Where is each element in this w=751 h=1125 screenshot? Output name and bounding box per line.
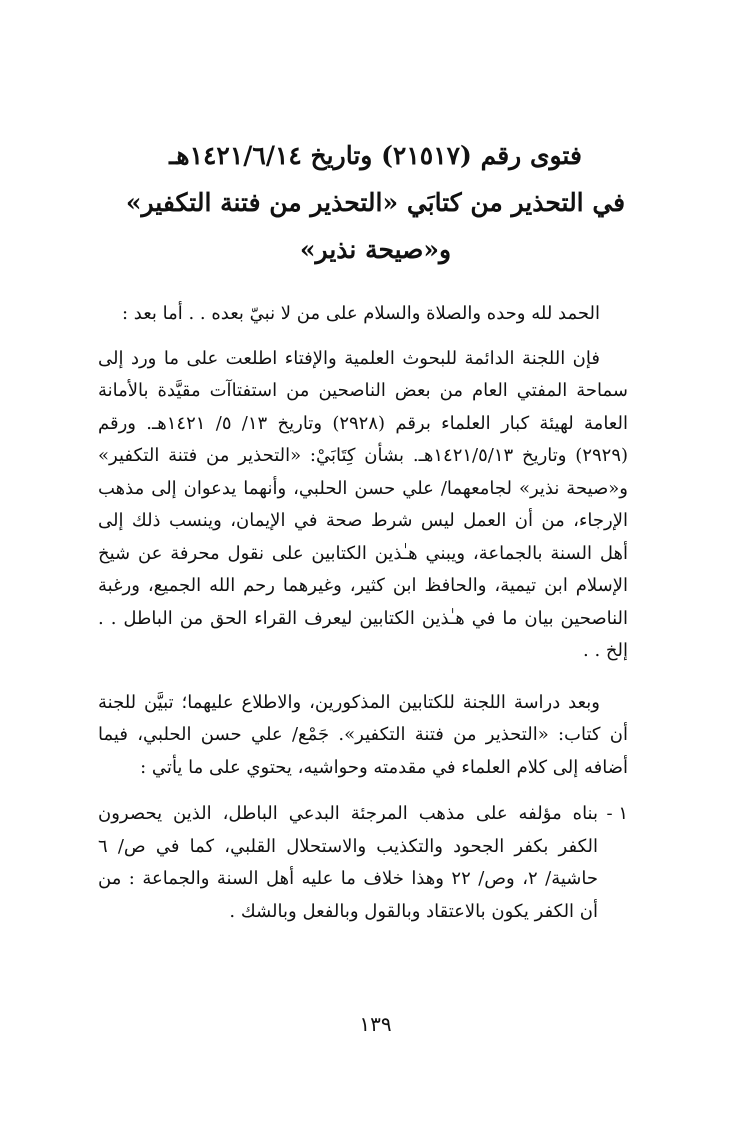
list-item-text: بناه مؤلفه على مذهب المرجئة البدعي الباطل، الذين يحصرون الكفر بكفر الجحود والتكذيب والاستحلال القلبي، كما في ص/ ٦ حاشية/ ٢، وص/ ٢٢ وهذا خلاف ما عليه أهل السنة والجماعة : من أن الكفر يكون بالاعتقاد وبالقول وبالفعل وبالشك .: [98, 803, 598, 922]
intro-paragraph: الحمد لله وحده والصلاة والسلام على من لا نبيّ بعده . . أما بعد :: [121, 303, 600, 324]
fatwa-title: [80, 132, 671, 273]
title-line-3: و«صيحة نذير»: [299, 235, 452, 264]
body-paragraph-2: وبعد دراسة اللجنة للكتابين المذكورين، والاطلاع عليهما؛ تبيَّن للجنة أن كتاب: «التحذير من فتنة التكفير». جَمْع/ علي حسن الحلبي، فيما أضافه إلى كلام العلماء في مقدمته وحواشيه، يحتوي على ما يأتي :: [98, 691, 628, 778]
list-item: [98, 798, 628, 928]
page-number: ١٣٩: [359, 1012, 392, 1036]
title-line-1: فتوى رقم (٢١٥١٧) وتاريخ ١٤٢١/٦/١٤هـ: [169, 141, 582, 170]
list-item-number: ١ -: [606, 803, 628, 824]
document-body: [98, 298, 628, 928]
body-paragraph-1: فإن اللجنة الدائمة للبحوث العلمية والإفتاء اطلعت على ما ورد إلى سماحة المفتي العام من بعض الناصحين من استفتاآت مقيَّدة بالأمانة العامة لهيئة كبار العلماء برقم (٢٩٢٨) وتاريخ ١٣/ ٥/ ١٤٢١هـ. ورقم (٢٩٢٩) وتاريخ ١٤٢١/٥/١٣هـ. بشأن كِتَابَيْ: «التحذير من فتنة التكفير» و«صيحة نذير» لجامعهما/ علي حسن الحلبي، وأنهما يدعوان إلى مذهب الإرجاء، من أن العمل ليس شرط صحة في الإيمان، وينسب ذلك إلى أهل السنة بالجماعة، ويبني هـٰذين الكتابين على نقول محرفة عن شيخ الإسلام ابن تيمية، والحافظ ابن كثير، وغيرهما رحم الله الجميع، ورغبة الناصحين بيان ما في هـٰذين الكتابين ليعرف القراء الحق من الباطل . . إلخ . .: [98, 347, 629, 661]
title-line-2: في التحذير من كتابَي «التحذير من فتنة التكفير»: [125, 188, 626, 217]
